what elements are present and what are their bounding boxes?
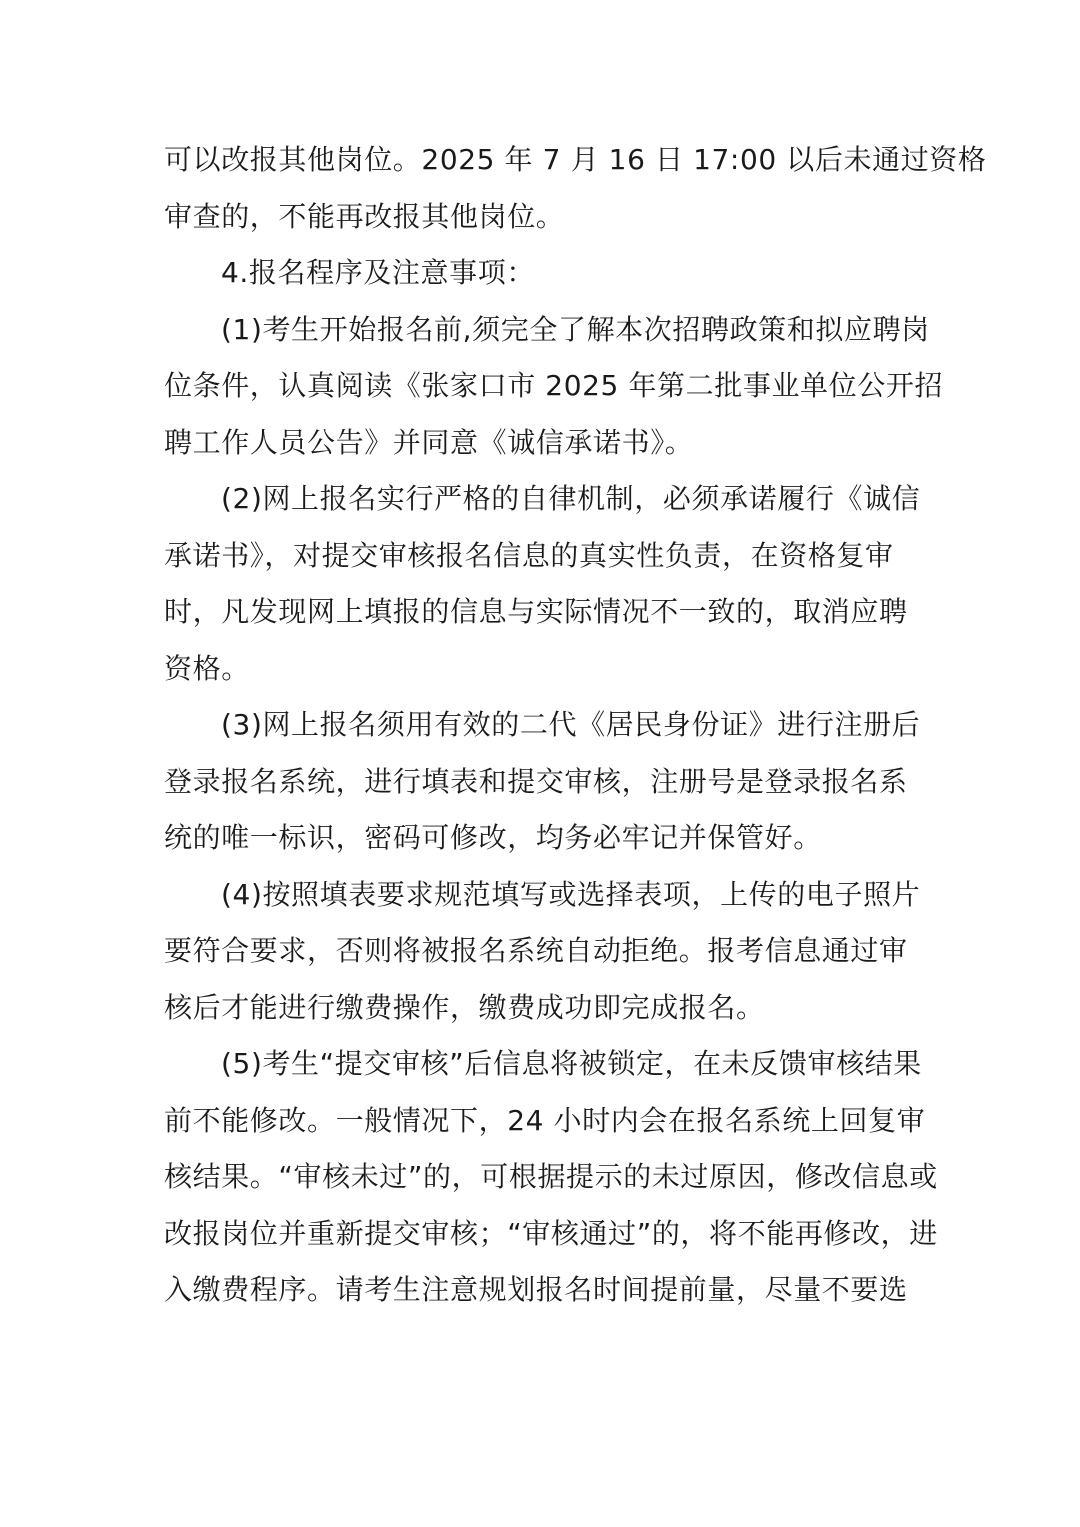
paragraph-item-2 [164,471,924,697]
paragraph-item-4 [164,867,924,1037]
text-line: (2)网上报名实行严格的自律机制，必须承诺履行《诚信 [221,482,921,515]
text-line: 核后才能进行缴费操作，缴费成功即完成报名。 [164,990,765,1024]
text-line: 承诺书》，对提交审核报名信息的真实性负责，在资格复审 [164,538,894,572]
text-line: 时，凡发现网上填报的信息与实际情况不一致的，取消应聘 [164,595,908,628]
text-line: 登录报名系统，进行填表和提交审核，注册号是登录报名系 [164,764,908,798]
text-line: 统的唯一标识，密码可修改，均务必牢记并保管好。 [164,821,822,854]
text-line: 改报岗位并重新提交审核；“审核通过”的，将不能再修改，进 [164,1216,938,1250]
section-heading: 4.报名程序及注意事项： [221,256,535,289]
text-line: 可以改报其他岗位。2025 年 7 月 16 日 17:00 以后未通过资格 [164,143,987,176]
text-line: 审查的，不能再改报其他岗位。 [164,199,565,233]
text-line: (5)考生“提交审核”后信息将被锁定，在未反馈审核结果 [221,1047,922,1080]
text-line: 前不能修改。一般情况下，24 小时内会在报名系统上回复审 [164,1103,926,1137]
section-heading-registration-procedure [164,245,924,302]
text-line: (1)考生开始报名前,须完全了解本次招聘政策和拟应聘岗 [221,312,930,346]
text-line: 入缴费程序。请考生注意规划报名时间提前量，尽量不要选 [164,1273,908,1306]
paragraph-continuation [164,132,987,245]
text-line: 核结果。“审核未过”的，可根据提示的未过原因，修改信息或 [164,1160,938,1193]
paragraph-item-3 [164,697,924,867]
paragraph-item-5 [164,1036,938,1319]
paragraph-item-1 [164,302,944,472]
text-line: 位条件，认真阅读《张家口市 2025 年第二批事业单位公开招 [164,369,944,402]
text-line: (3)网上报名须用有效的二代《居民身份证》进行注册后 [221,708,921,741]
text-line: (4)按照填表要求规范填写或选择表项，上传的电子照片 [221,877,921,911]
document-body [164,132,987,1319]
text-line: 要符合要求，否则将被报名系统自动拒绝。报考信息通过审 [164,934,908,967]
text-line: 资格。 [164,651,250,685]
text-line: 聘工作人员公告》并同意《诚信承诺书》。 [164,425,694,459]
